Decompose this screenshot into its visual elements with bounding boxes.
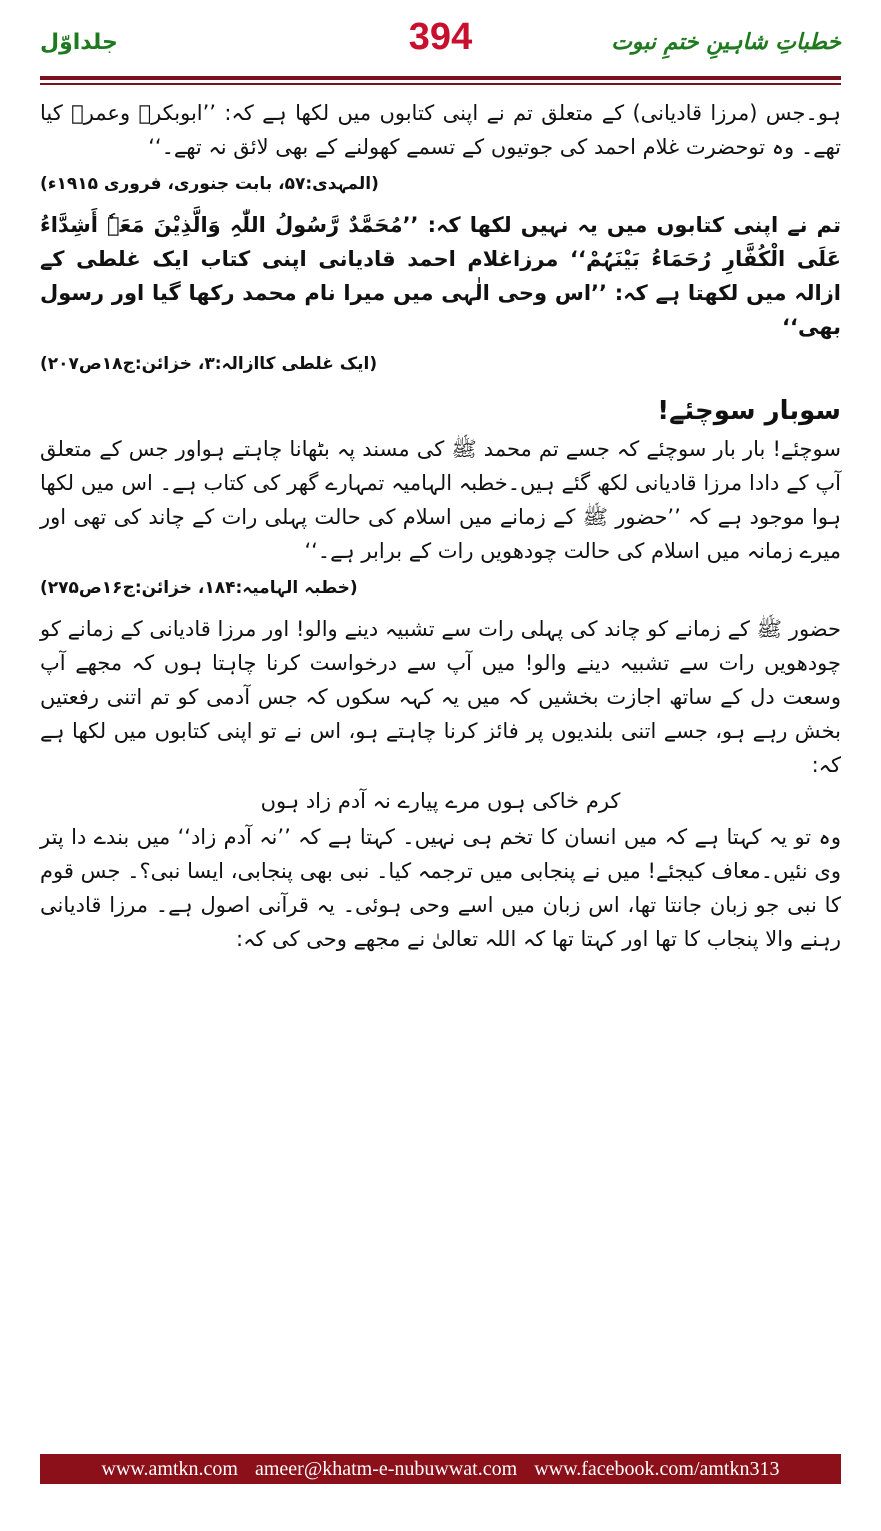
header-rule-thick xyxy=(40,76,841,80)
email-link[interactable]: ameer@khatm-e-nubuwwat.com xyxy=(254,1458,518,1480)
section-heading: سوبار سوچئے! xyxy=(657,396,841,426)
paragraph-4: حضور ﷺ کے زمانے کو چاند کی پہلی رات سے تشبیہ دینے والو! اور مرزا قادیانی کے زمانے کو چودھویں رات سے تشبیہ دینے والو! میں آپ سے درخواست کرنا چاہتا ہوں کہ مجھے آپ وسعت دل کے ساتھ اجازت بخشیں کہ میں یہ کہہ سکوں کہ جس آدمی کو تم اتنی رفعتیں بخش رہے ہو، جسے اتنی بلندیوں پر فائز کرنا چاہتے ہو، اس نے تو اپنی کتابوں میں لکھا ہے کہ: xyxy=(40,617,841,777)
paragraph-1: ہو۔جس (مرزا قادیانی) کے متعلق تم نے اپنی کتابوں میں لکھا ہے کہ: ’’ابوبکرؓ وعمرؓ کیا تھے۔ وہ توحضرت غلام احمد کی جوتیوں کے تسمے کھولنے کے بھی لائق نہ تھے۔‘‘ xyxy=(40,101,841,159)
poem-verse: کرم خاکی ہوں مرے پیارے نہ آدم زاد ہوں xyxy=(260,789,621,813)
reference-1: (المہدی:۵۷، بابت جنوری، فروری ۱۹۱۵ء) xyxy=(40,174,379,194)
volume-label: جلداوّل xyxy=(40,30,118,55)
page-header xyxy=(0,0,881,84)
website-link[interactable]: www.amtkn.com xyxy=(101,1458,238,1480)
page-number: 394 xyxy=(408,16,473,58)
paragraph-2: تم نے اپنی کتابوں میں یہ نہیں لکھا کہ: ’’مُحَمَّدٌ رَّسُولُ اللّٰہِ وَالَّذِیْنَ مَعَہٗ أَشِدَّاءُ عَلَی الْکُفَّارِ رُحَمَاءُ بَیْنَہُمْ‘‘ مرزاغلام احمد قادیانی اپنی کتاب ایک غلطی کے ازالہ میں لکھتا ہے کہ: ’’اس وحی الٰہی میں میرا نام محمد رکھا گیا اور رسول بھی‘‘ xyxy=(40,213,841,339)
reference-3: (خطبہ الہامیہ:۱۸۴، خزائن:ج۱۶ص۲۷۵) xyxy=(40,578,358,598)
book-title: خطباتِ شاہینِ ختمِ نبوت xyxy=(611,30,841,55)
page-body xyxy=(40,96,841,956)
paragraph-5: وہ تو یہ کہتا ہے کہ میں انسان کا تخم ہی نہیں۔ کہتا ہے کہ ’’نہ آدم زاد‘‘ میں بندے دا پتر وی نئیں۔معاف کیجئے! میں نے پنجابی میں ترجمہ کیا۔ نبی بھی پنجابی، ایسا نبی؟۔ جس قوم کا نبی جو زبان جانتا تھا، اس زبان میں اسے وحی ہوئی۔ یہ قرآنی اصول ہے۔ مرزا قادیانی رہنے والا پنجاب کا تھا اور کہتا تھا کہ اللہ تعالیٰ نے مجھے وحی کی کہ: xyxy=(40,825,841,951)
reference-2: (ایک غلطی کاازالہ:۳، خزائن:ج۱۸ص۲۰۷) xyxy=(40,354,378,374)
header-rule-thin xyxy=(40,83,841,85)
facebook-link[interactable]: www.facebook.com/amtkn313 xyxy=(534,1458,780,1480)
paragraph-3: سوچئے! بار بار سوچئے کہ جسے تم محمد ﷺ کی مسند پہ بٹھانا چاہتے ہواور جس کے متعلق آپ کے دادا مرزا قادیانی لکھ گئے ہیں۔خطبہ الہامیہ تمہارے گھر کی کتاب ہے۔ اس میں لکھا ہوا موجود ہے کہ ’’حضور ﷺ کے زمانے میں اسلام کی حالت پہلی رات کے چاند کی تھی اور میرے زمانہ میں اسلام کی حالت چودھویں رات کے برابر ہے۔‘‘ xyxy=(40,437,841,563)
page-footer xyxy=(40,1454,841,1484)
